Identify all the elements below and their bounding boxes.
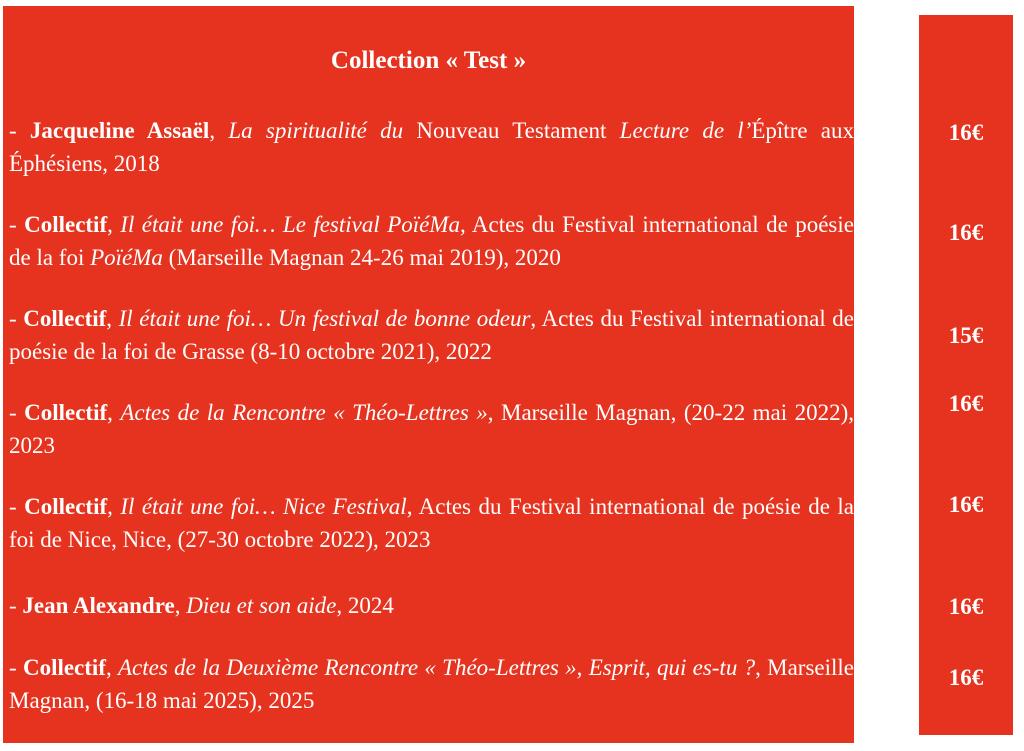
collection-title: Collection « Test » bbox=[330, 47, 527, 74]
catalog-entry bbox=[9, 114, 854, 180]
entry-bullet: - bbox=[9, 593, 23, 618]
catalog-entry bbox=[9, 651, 854, 717]
entry-bullet: - bbox=[9, 306, 24, 331]
catalog-entry bbox=[9, 302, 854, 368]
entry-text: Actes du Festival international de poésie de la foi bbox=[9, 212, 854, 270]
entry-author: Jean Alexandre bbox=[22, 593, 175, 618]
catalog-entry bbox=[9, 490, 854, 556]
entry-text: (Marseille Magnan 24-26 mai 2019), 2020 bbox=[162, 245, 561, 270]
entry-title-italic: Lecture de l’ bbox=[619, 118, 752, 143]
entry-title-italic: Il était une foi… Nice Festival bbox=[120, 494, 407, 519]
entry-text: Épître aux Éphésiens, 2018 bbox=[9, 118, 855, 176]
entry-price: 16€ bbox=[948, 665, 984, 690]
entry-text: , 2024 bbox=[336, 593, 394, 618]
entry-title-italic: Dieu et son aide bbox=[186, 593, 337, 618]
entry-text: , Actes du Festival international de poésie de la foi de Nice, Nice, (27-30 octobre 2022), 2023 bbox=[9, 494, 854, 552]
catalog-entry bbox=[9, 208, 854, 274]
entry-title-italic: Il était une foi… Un festival de bonne odeur bbox=[118, 306, 531, 331]
entry-text: Nouveau Testament bbox=[403, 118, 620, 143]
entry-author: Collectif bbox=[24, 212, 108, 237]
entry-text: , Marseille Magnan, (20-22 mai 2022), 2023 bbox=[9, 400, 854, 458]
entry-title-italic: Actes de la Rencontre « Théo-Lettres » bbox=[120, 400, 488, 425]
entry-price: 16€ bbox=[948, 391, 984, 416]
entry-bullet: - bbox=[9, 118, 30, 143]
entry-author: Jacqueline Assaël bbox=[29, 118, 210, 143]
entry-text: , Actes du Festival international de poésie de la foi de Grasse (8-10 octobre 2021), 2022 bbox=[9, 306, 855, 364]
entry-title-italic: La spiritualité du bbox=[228, 118, 404, 143]
price-column bbox=[919, 15, 1013, 735]
catalog-entry bbox=[9, 589, 854, 622]
entry-bullet: - bbox=[9, 655, 23, 680]
catalog-panel bbox=[3, 6, 854, 743]
entry-bullet: - bbox=[9, 212, 25, 237]
entry-separator: , bbox=[107, 400, 121, 425]
entry-author: Collectif bbox=[24, 494, 108, 519]
entry-bullet: - bbox=[9, 494, 25, 519]
entry-separator: , bbox=[105, 655, 118, 680]
entry-separator: , bbox=[107, 494, 121, 519]
entry-author: Collectif bbox=[23, 306, 107, 331]
entry-title-italic: Il était une foi… Le festival PoïéMa, bbox=[120, 212, 466, 237]
entry-price: 16€ bbox=[948, 220, 984, 245]
entry-price: 16€ bbox=[948, 594, 984, 619]
entry-title-italic: Actes de la Deuxième Rencontre « Théo-Lettres », Esprit, qui es-tu ? bbox=[118, 655, 756, 680]
entry-separator: , bbox=[209, 118, 229, 143]
entry-separator: , bbox=[106, 306, 119, 331]
entry-price: 15€ bbox=[948, 323, 984, 348]
entry-author: Collectif bbox=[22, 655, 106, 680]
entry-separator: , bbox=[107, 212, 121, 237]
entry-separator: , bbox=[174, 593, 187, 618]
entry-author: Collectif bbox=[24, 400, 108, 425]
entry-price: 16€ bbox=[948, 492, 984, 517]
catalog-entry bbox=[9, 396, 854, 462]
entry-title-italic: PoïéMa bbox=[90, 245, 163, 270]
entry-text: , Marseille Magnan, (16-18 mai 2025), 2025 bbox=[9, 655, 854, 713]
entry-bullet: - bbox=[9, 400, 25, 425]
entry-price: 16€ bbox=[948, 120, 984, 145]
